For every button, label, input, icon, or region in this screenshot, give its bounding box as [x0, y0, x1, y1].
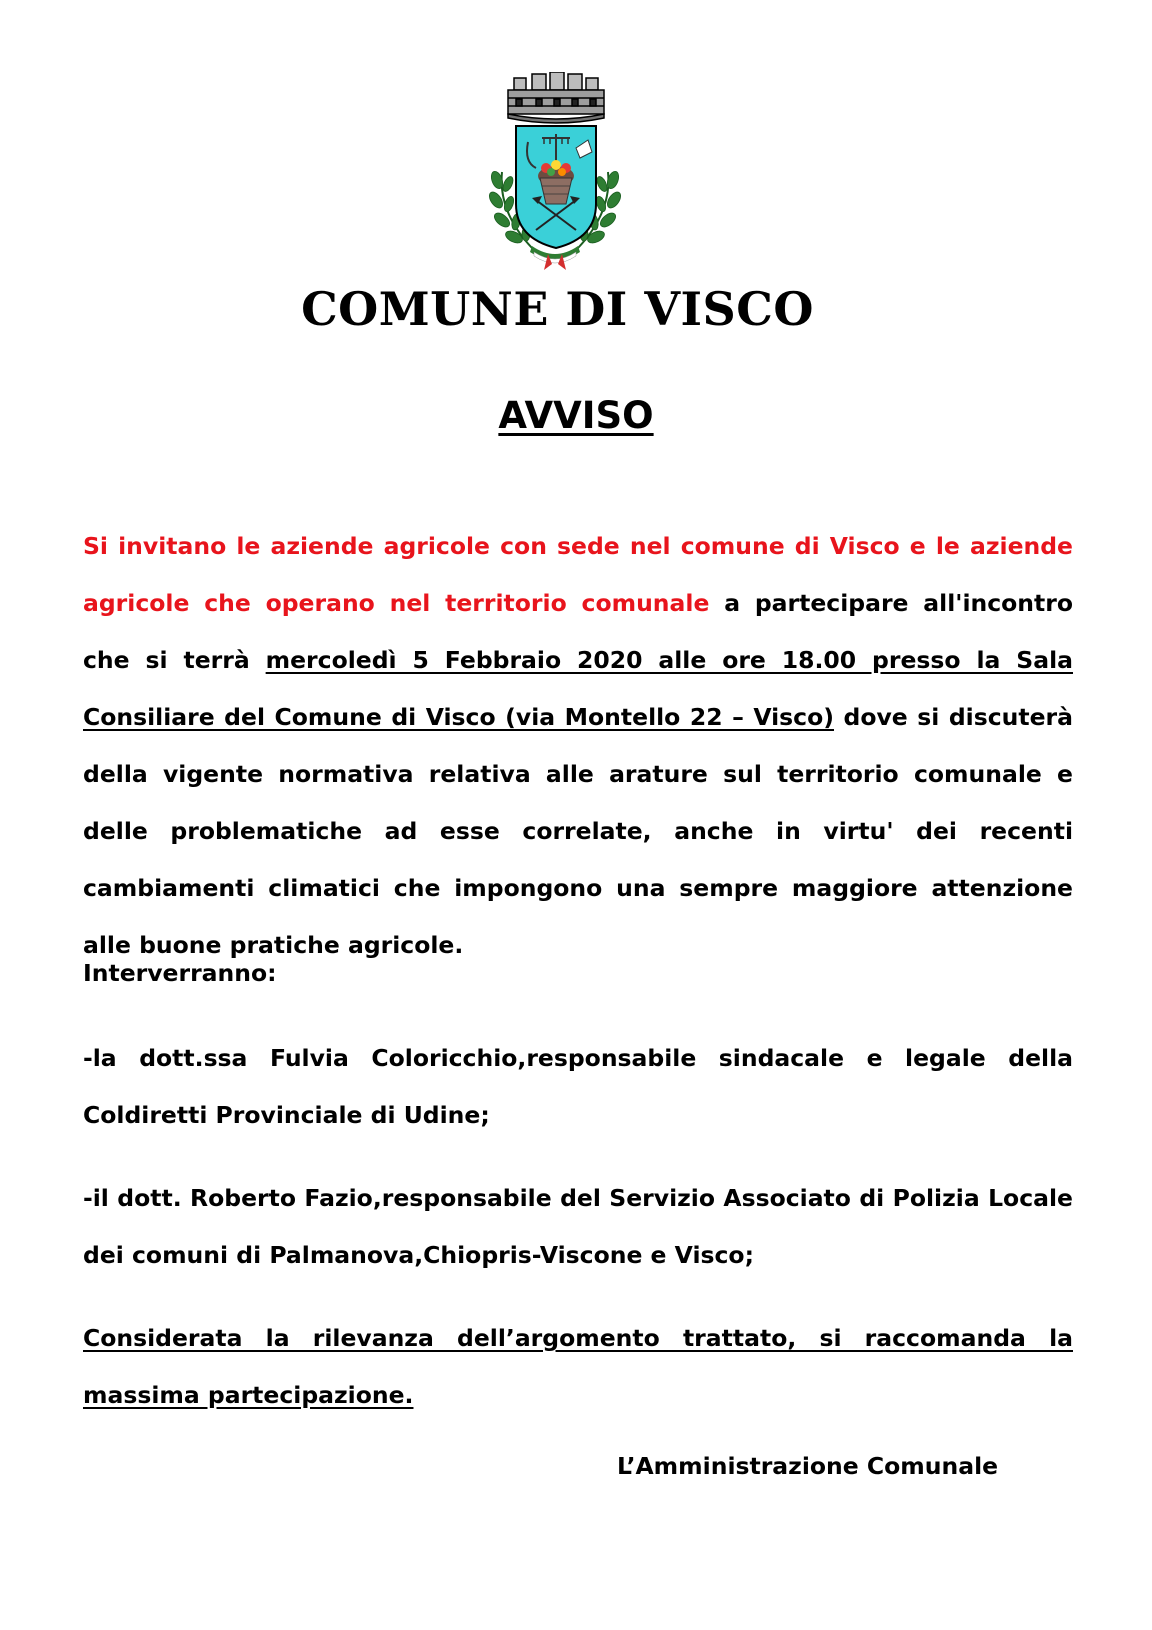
highlighted-invitation: Si invitano le aziende agricole con sede nel comune di Visco e le aziende agricole che operano nel territorio comunale	[83, 532, 1073, 617]
town-name: COMUNE DI VISCO	[301, 282, 814, 336]
intro-paragraph	[83, 518, 1073, 974]
speaker-item: -il dott. Roberto Fazio,responsabile del Servizio Associato di Polizia Locale dei comuni di Palmanova,Chiopris-Viscone e Visco;	[83, 1184, 1073, 1269]
speaker-item: -la dott.ssa Fulvia Coloricchio,responsabile sindacale e legale della Coldiretti Provinciale di Udine;	[83, 1044, 1073, 1129]
speakers-label: Interverranno:	[83, 959, 277, 987]
mural-crown-icon	[508, 72, 604, 123]
shield-icon	[516, 126, 596, 248]
meeting-details: mercoledì 5 Febbraio 2020 alle ore 18.00 presso la Sala Consiliare del Comune di Visco (via Montello 22 – Visco)	[83, 646, 1073, 731]
intro-text-part-1: a partecipare all'incontro che si terrà	[83, 589, 1073, 674]
ribbon-icon	[530, 246, 580, 270]
closing-text: Considerata la rilevanza dell’argomento trattato, si raccomanda la massima partecipazione.	[83, 1324, 1073, 1409]
intro-text-part-2: dove si discuterà della vigente normativa relativa alle arature sul territorio comunale e delle problematiche ad esse correlate, anche in virtu' dei recenti cambiamenti climatici che impongono una sempre maggiore attenzione alle buone pratiche agricole.	[83, 703, 1073, 959]
municipal-coat-of-arms-icon	[488, 72, 622, 272]
notice-title: AVVISO	[498, 394, 654, 437]
closing-statement	[83, 1310, 1073, 1424]
signature: L’Amministrazione Comunale	[617, 1452, 999, 1480]
